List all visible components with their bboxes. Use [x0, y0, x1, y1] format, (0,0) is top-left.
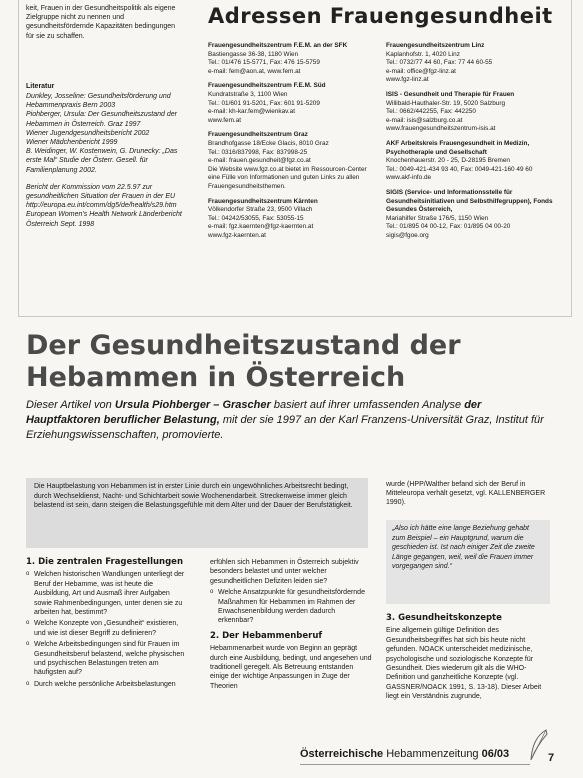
address-line: Bastiengasse 36-38, 1180 Wien: [208, 50, 299, 58]
lead-topic: der Hauptfaktoren beruflicher Belastung,: [26, 399, 482, 426]
address-line: Kundratstraße 3, 1100 Wien: [208, 90, 288, 98]
quote-box: „Also ich hätte eine lange Beziehung gehabt zum Beispiel – ein Hauptgrund, warum die geschieden ist. Ist nach einiger Zeit die zweite Länge gegangen, weil, weil die Frauen immer vorgegangen sind.“: [386, 520, 550, 604]
address-line: www.akf-info.de: [386, 174, 432, 182]
address-block: [208, 198, 380, 241]
issue-number: 06/03: [481, 748, 510, 760]
address-line: Tel.: 0662/442255, Fax: 442250: [386, 108, 476, 116]
address-line: Willibald-Hauthaler-Str. 19, 5020 Salzburg: [386, 99, 505, 107]
address-line: www.fem.at: [208, 116, 242, 124]
address-name: Frauengesundheitszentrum Linz: [386, 42, 485, 49]
lead-text: basiert auf ihrer umfassenden Analyse: [273, 399, 462, 411]
address-line: Tel.: 01/476 15-5771, Fax: 476 15-5759: [208, 59, 320, 67]
literature-heading: Literatur: [26, 83, 55, 90]
address-line: www.frauengesundheitszentrum-isis.at: [386, 125, 496, 133]
summary-box-text: Die Hauptbelastung von Hebammen ist in erster Linie durch ein ungewöhnliches Arbeitsrecht bedingt, durch Wechseldienst, Nacht- und Schichtarbeit sowie Wochenendarbeit. Streckenweise immer gleich belastend ist sein, dann steigen die Belastungsgefühle mit dem Alter und der Dauer der Berufstätigkeit.: [34, 483, 353, 510]
section-heading: 3. Gesundheitskonzepte: [386, 613, 502, 623]
literature-list: [26, 92, 186, 229]
address-name: Frauengesundheitszentrum Graz: [208, 131, 308, 139]
literature-entry: Wiener Jugendgesundheitsbericht 2002: [26, 129, 150, 137]
lead-author: Ursula Piohberger – Grascher: [114, 399, 271, 411]
body-column-1: [26, 558, 188, 691]
address-name: Frauengesundheitszentrum F.E.M. Süd: [208, 82, 326, 90]
article-title: Der Gesundheitszustand der Hebammen in Österreich: [26, 330, 461, 393]
address-line: e-mail: fgz.kaernten@fgz-kaernten.at: [208, 223, 314, 231]
address-name: SIGIS (Service- und Informationsstelle für Gesundheitsinitiativen und Selbsthilfegruppen), Fonds Gesundes Österreich,: [386, 188, 553, 214]
address-line: Mariahilfer Straße 176/5, 1150 Wien: [386, 214, 489, 222]
address-line: Tel.: 01/895 04 00-12, Fax: 01/895 04 00-20: [386, 223, 511, 231]
address-line: Die Website www.fgz.co.at bietet im Ressourcen-Center eine Fülle von Informationen und guten Links zu allen Frauengesundheitsthemen.: [208, 165, 367, 190]
address-name: Frauengesundheitszentrum Kärnten: [208, 197, 318, 205]
address-block: [386, 189, 558, 241]
address-line: e-mail: kh-kar.fem@wienkav.at: [208, 108, 295, 116]
address-line: Völkendorfer Straße 23, 9500 Villach: [208, 206, 313, 214]
address-block: [208, 42, 380, 76]
paragraph: Hebammenarbeit wurde von Beginn an geprägt durch eine Ausbildung, bedingt, und angesehen und traditionell geregelt. Als Betreuung entstanden einige der wichtige Anpassungen in Zuge der Theorien: [210, 645, 372, 690]
address-line: Brandhofgasse 18/Ecke Glacis, 8010 Graz: [208, 139, 329, 147]
publication-name: Hebammenzeitung: [386, 748, 479, 760]
addresses-right-column: [386, 42, 558, 246]
address-line: e-mail: office@fgz-linz.at: [386, 67, 456, 75]
list-item: o Welche Ansatzpunkte für gesundheitsfördernde Maßnahmen für Hebammen im Rahmen der Erwachsenenbildung werden dadurch erkennbar?: [218, 588, 372, 626]
address-line: www.fgz-linz.at: [386, 76, 429, 84]
address-block: [208, 82, 380, 125]
section-heading: 1. Die zentralen Fragestellungen: [26, 557, 183, 567]
address-name: ISIS - Gesundheit und Therapie für Frauen: [386, 90, 515, 98]
addresses-left-column: [208, 42, 380, 246]
address-line: Knochenhauerstr. 20 - 25, D-28195 Bremen: [386, 157, 510, 165]
address-block: [386, 140, 558, 183]
page-number: 7: [548, 752, 555, 764]
question-list: [26, 570, 188, 689]
literature-entry: Piohberger, Ursula: Der Gesundheitszustand der Hebammen in Österreich. Graz 1997: [26, 111, 177, 128]
intro-paragraph: keit, Frauen in der Gesundheitspolitik als eigene Zielgruppe nicht zu nennen und gesundheitsfördernde Kapazitäten bedingungen für sie zu schaffen.: [26, 5, 176, 40]
address-block: [386, 91, 558, 134]
body-column-3: [386, 614, 554, 702]
address-line: www.fgz-kaernten.at: [208, 231, 266, 239]
paragraph: Eine allgemein gültige Definition des Gesundheitsbegriffes hat sich bis heute nicht gefunden. NOACK unterscheidet medizinische, psychologische und soziologische Konzepte für Gesundheit. Dies wiederum gilt als die WHO-Definition und ganzheitliche Konzepte (vgl. GASSNER/NOACK 1991, S. 13-18). Dieser Arbeit liegt ein Verständnis zugrunde,: [386, 627, 542, 701]
address-line: Tel.: 0316/837998, Fax: 837998-25: [208, 148, 308, 156]
address-name: Frauengesundheitszentrum F.E.M. an der SFK: [208, 42, 348, 49]
lead-text: Dieser Artikel von: [26, 399, 112, 411]
literature-entry: Wiener Mädchenbericht 1999: [26, 139, 118, 147]
address-line: e-mail: fem@aon.at, www.fem.at: [208, 67, 301, 75]
list-item: o Durch welche persönliche Arbeitsbelastungen: [34, 680, 188, 689]
publication-footer: [300, 748, 509, 760]
literature-entry: B. Weidinger, W. Kostenwein, G. Drunecky: „Das erste Mal“ Studie der Österr. Gesell. für Familienplanung 2002.: [26, 148, 178, 174]
question-list: [210, 588, 372, 626]
address-line: e-mail: frauen.gesundheit@fgz.co.at: [208, 157, 311, 165]
literature-entry: Dunkley, Josseline: Gesundheitsförderung und Hebammenpraxis Bern 2003: [26, 93, 171, 110]
address-line: Tel.: 04242/53055, Fax: 53055-15: [208, 214, 304, 222]
literature-entry: Bericht der Kommission vom 22.5.97 zur gesundheitlichen Situation der Frauen in der EU http://europa.eu.int/comm/dg5/de/health/s29.htm: [26, 183, 177, 210]
address-block: [208, 131, 380, 191]
address-line: Tel.: 01/601 91-5201, Fax: 601 91-5209: [208, 99, 320, 107]
publication-name-bold: Österreichische: [300, 748, 384, 760]
body-column-2: [210, 558, 372, 691]
address-block: [386, 42, 558, 85]
list-item: o Welchen historischen Wandlungen unterliegt der Beruf der Hebamme, was ist heute die Ausbildung, Art und Ausmaß ihrer Aufgaben sowie Rahmenbedingungen, unter denen sie zu arbeiten hat, bestimmt?: [34, 570, 188, 617]
list-item: o Welche Konzepte von „Gesundheit“ existieren, und wie ist dieser Begriff zu definieren?: [34, 619, 188, 638]
list-item: o Welche Arbeitsbedingungen sind für Frauen im Gesundheitsberuf belastend, welche physischen und psychischen Belastungen treten am häufigsten auf?: [34, 640, 188, 678]
address-line: Kaplanhofstr. 1, 4020 Linz: [386, 50, 460, 58]
lead-text: mit der sie 1997 an der Karl Franzens-Universität Graz, Institut für Erziehungswissenschaften, promovierte.: [26, 414, 544, 441]
footer-rule: [300, 764, 530, 765]
paragraph: erfühlen sich Hebammen in Österreich subjektiv besonders belastet und unter welcher gesundheitlichen Defiziten leiden sie?: [210, 559, 359, 585]
address-line: Tel.: 0732/77 44 60, Fax: 77 44 60-55: [386, 59, 493, 67]
address-line: e-mail: isis@salzburg.co.at: [386, 116, 463, 124]
article-lead: [26, 398, 556, 443]
address-line: sigis@fgoe.org: [386, 231, 429, 239]
address-name: AKF Arbeitskreis Frauengesundheit in Medizin, Psychotherapie und Gesellschaft: [386, 139, 530, 156]
body-column-3-top: wurde (HPP/Walther befand sich der Beruf in Mitteleuropa verhält gesetzt, vgl. KALLENBERGER 1990).: [386, 481, 546, 507]
addresses-title: Adressen Frauengesundheit: [208, 4, 553, 28]
section-heading: 2. Der Hebammenberuf: [210, 630, 323, 641]
literature-entry: European Women's Health Network Länderbericht Österreich Sept. 1998: [26, 211, 182, 228]
feather-logo: [528, 728, 550, 767]
address-line: Tel.: 0049-421-434 93 40, Fax: 0049-421-160 49 60: [386, 165, 533, 173]
